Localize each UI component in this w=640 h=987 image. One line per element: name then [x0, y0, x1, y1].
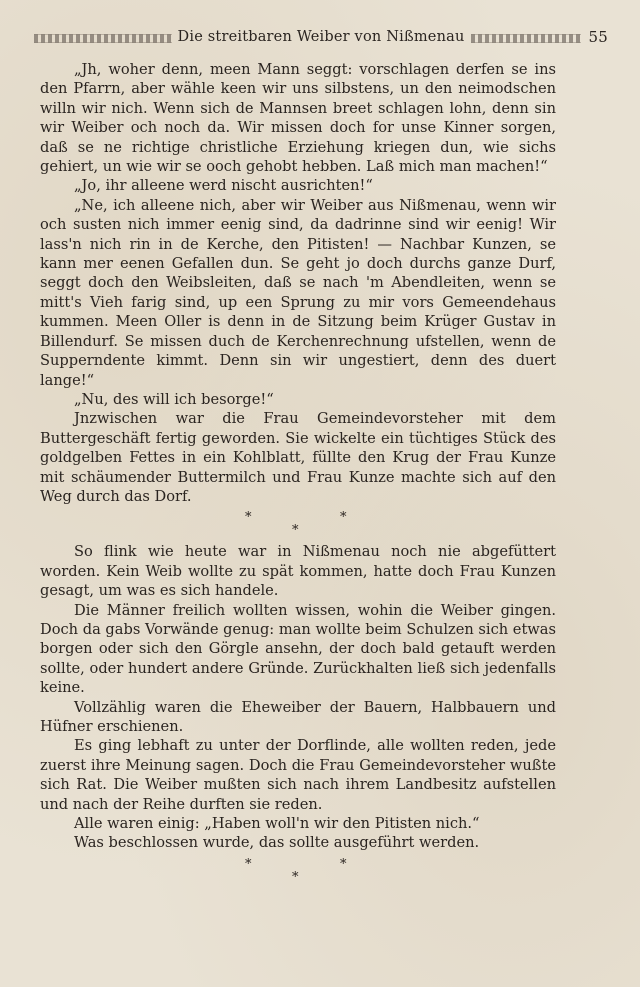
asterisk-ornament: *: [340, 856, 347, 872]
asterisk-ornament: *: [292, 869, 299, 885]
section-separator: [40, 506, 556, 542]
asterisk-ornament: *: [245, 856, 252, 872]
header-ornament-left: [34, 34, 172, 43]
paragraph: „Nu, des will ich besorge!“: [74, 390, 274, 408]
paragraph: Was beschlossen wurde, das sollte ausgeführt werden.: [74, 834, 480, 852]
asterisk-ornament: *: [245, 510, 252, 526]
asterisk-ornament: *: [292, 523, 299, 539]
section-separator: [40, 853, 556, 889]
asterisk-ornament: *: [340, 510, 347, 526]
body-text: [40, 60, 556, 889]
paragraph: Vollzählig waren die Eheweiber der Bauern, Halbbauern und Hüfner erschienen.: [40, 698, 556, 735]
paragraph: Es ging lebhaft zu unter der Dorflinde, alle wollten reden, jede zuerst ihre Meinung sagen. Doch die Frau Gemeindevorsteher wußte sich Rat. Die Weiber mußten sich nach ihrem Landbesitz aufstellen und nach der Reihe durften sie reden.: [40, 737, 556, 813]
paragraph: „Jo, ihr alleene werd nischt ausrichten!“: [74, 177, 373, 195]
page-number: 55: [588, 28, 608, 46]
paragraph: „Jh, woher denn, meen Mann seggt: vorschlagen derfen se ins den Pfarrn, aber wähle keen wir uns silbstens, un den neimodschen willn wir nich. Wenn sich de Mannsen breet schlagen lohn, denn sin wir Weiber och noch da. Wir missen doch for unse Kinner sorgen, daß se ne richtige christliche Erziehung kriegen dun, wie sichs gehiert, un wie wir se ooch gehobt hebben. Laß mich man machen!“: [40, 61, 556, 176]
paragraph: Die Männer freilich wollten wissen, wohin die Weiber gingen. Doch da gabs Vorwände genug: man wollte beim Schulzen sich etwas borgen oder sich den Görgle ansehn, der doch bald getauft werden sollte, oder hundert andere Gründe. Zurückhalten ließ sich jedenfalls keine.: [40, 601, 556, 697]
paragraph: So flink wie heute war in Nißmenau noch nie abgefüttert worden. Kein Weib wollte zu spät kommen, hatte doch Frau Kunzen gesagt, um was es sich handele.: [40, 543, 556, 600]
paragraph: Jnzwischen war die Frau Gemeindevorsteher mit dem Buttergeschäft fertig geworden. Sie wickelte ein tüchtiges Stück des goldgelben Fettes in ein Kohlblatt, füllte den Krug der Frau Kunze mit schäumender Buttermilch und Frau Kunze machte sich auf den Weg durch das Dorf.: [40, 410, 556, 505]
paragraph: „Ne, ich alleene nich, aber wir Weiber aus Nißmenau, wenn wir och susten nich immer eenig sind, da dadrinne sind wir eenig! Wir lass'n nich rin in de Kerche, den Pitisten! — Nachbar Kunzen, se kann mer eenen Gefallen dun. Se geht jo doch durchs ganze Durf, seggt doch den Weibsleiten, daß se nach 'm Abendleiten, wenn se mitt's Vieh farig sind, up een Sprung zu mir vors Gemeendehaus kummen. Meen Oller is denn in de Sitzung beim Krüger Gustav in Billendurf. Se missen duch de Kerchenrechnung ufstellen, wenn de Supperndente kimmt. Denn sin wir ungestiert, denn des duert lange!“: [40, 196, 556, 389]
header-ornament-right: [471, 34, 581, 43]
running-title: Die streitbaren Weiber von Nißmenau: [177, 29, 465, 45]
running-header: [34, 26, 608, 48]
paragraph: Alle waren einig: „Haben woll'n wir den Pitisten nich.“: [74, 815, 480, 833]
